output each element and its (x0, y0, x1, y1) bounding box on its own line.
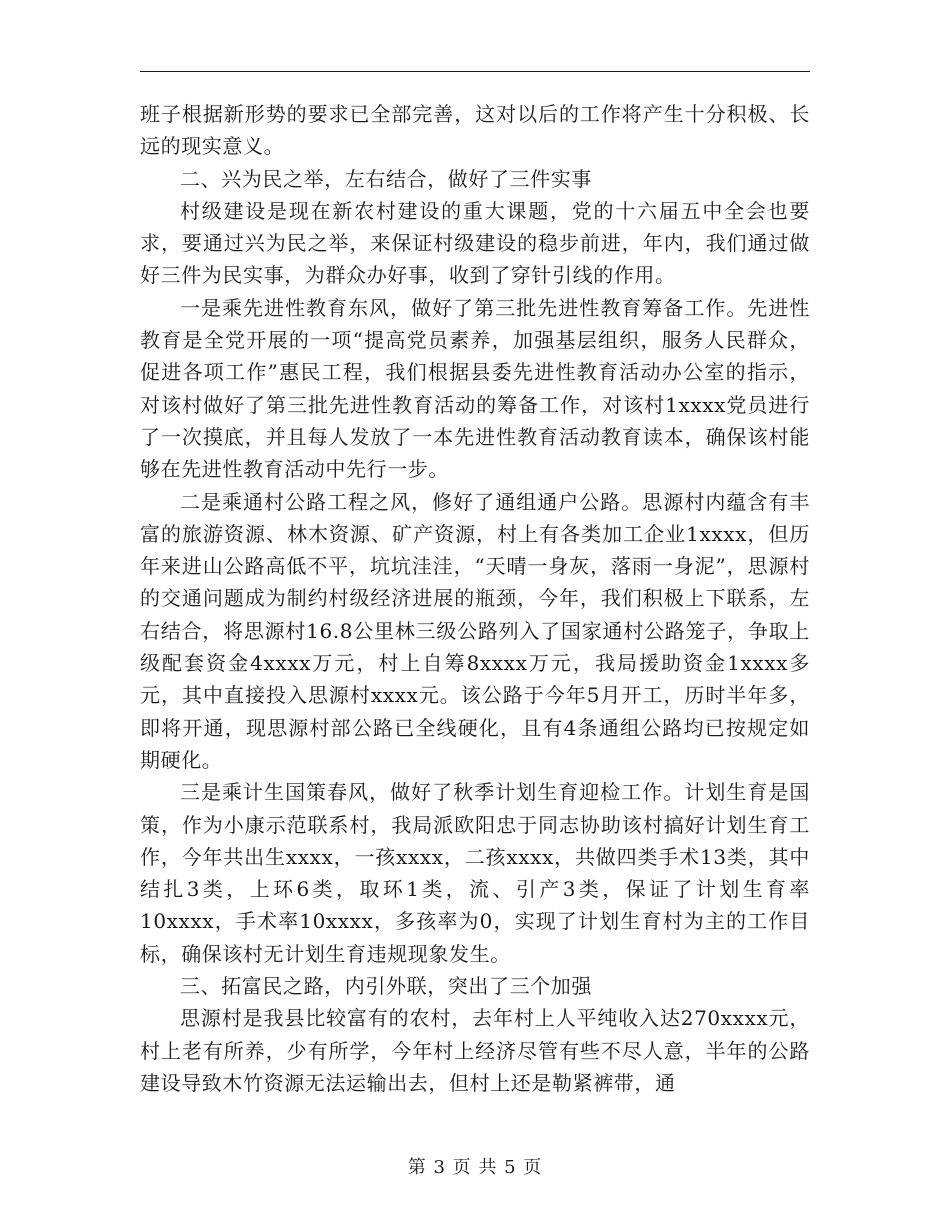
paragraph: 思源村是我县比较富有的农村，去年村上人平纯收入达270xxxx元，村上老有所养，少有所学，今年村上经济尽管有些不尽人意，半年的公路建设导致木竹资源无法运输出去，但村上还是勒紧裤带，通 (140, 1006, 810, 1095)
paragraph-continuation: 班子根据新形势的要求已全部完善，这对以后的工作将产生十分积极、长远的现实意义。 (140, 102, 810, 159)
section-heading-3: 三、拓富民之路，内引外联，突出了三个加强 (180, 974, 592, 999)
section-heading-2: 二、兴为民之举，左右结合，做好了三件实事 (180, 166, 592, 191)
paragraph: 一是乘先进性教育东风，做好了第三批先进性教育筹备工作。先进性教育是全党开展的一项“提高党员素养，加强基层组织，服务人民群众，促进各项工作”惠民工程，我们根据县委先进性教育活动办公室的指示，对该村做好了第三批先进性教育活动的筹备工作，对该村1xxxx党员进行了一次摸底，并且每人发放了一本先进性教育活动教育读本，确保该村能够在先进性教育活动中先行一步。 (140, 295, 810, 482)
paragraph: 村级建设是现在新农村建设的重大课题，党的十六届五中全会也要求，要通过兴为民之举，来保证村级建设的稳步前进，年内，我们通过做好三件为民实事，为群众办好事，收到了穿针引线的作用。 (140, 198, 810, 288)
paragraph: 二是乘通村公路工程之风，修好了通组通户公路。思源村内蕴含有丰富的旅游资源、林木资源、矿产资源，村上有各类加工企业1xxxx，但历年来进山公路高低不平，坑坑洼洼，“天晴一身灰，落雨一身泥”，思源村的交通问题成为制约村级经济进展的瓶颈，今年，我们积极上下联系，左右结合，将思源村16.8公里林三级公路列入了国家通村公路笼子，争取上级配套资金4xxxx万元，村上自筹8xxxx万元，我局援助资金1xxxx多元，其中直接投入思源村xxxx元。该公路于今年5月开工，历时半年多，即将开通，现思源村部公路已全线硬化，且有4条通组公路均已按规定如期硬化。 (140, 489, 810, 772)
paragraph: 三是乘计生国策春风，做好了秋季计划生育迎检工作。计划生育是国策，作为小康示范联系村，我局派欧阳忠于同志协助该村搞好计划生育工作，今年共出生xxxx，一孩xxxx，二孩xxxx，共做四类手术13类，其中结扎3类，上环6类，取环1类，流、引产3类，保证了计划生育率10xxxx，手术率10xxxx，多孩率为0，实现了计划生育村为主的工作目标，确保该村无计划生育违规现象发生。 (140, 780, 810, 966)
document-body (140, 98, 810, 1099)
header-rule (140, 71, 810, 72)
page-number-footer: 第 3 页 共 5 页 (407, 1157, 543, 1178)
